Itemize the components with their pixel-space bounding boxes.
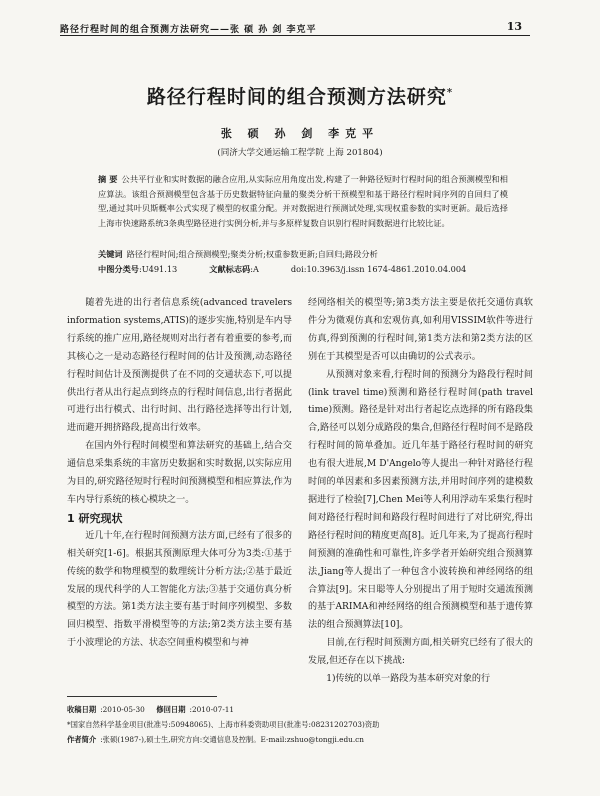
abstract-block [98, 172, 508, 231]
page-number: 13 [506, 20, 522, 33]
abstract-label: 摘 要 [98, 174, 118, 184]
body-paragraph: 随着先进的出行者信息系统(advanced travelers information systems,ATIS)的逐步实施,特别是车内导行系统的推广应用,路径规则对出行者有着重要的参考,而其核心之一是动态路径行程时间的估计及预测,动态路径行程时间估计及预测提供了在不同的交通状态下,可以提供出行者从出行起点到终点的行程时间信息,出行者据此可进行出行模式、出行时间、出行路径选择等出行计划,进而避开拥挤路段,提高出行效率。 [67, 298, 292, 434]
header-rule [60, 35, 530, 36]
clc-code: U491.13 [141, 264, 178, 274]
footnote-funding: *国家自然科学基金项目(批准号:50948065)、上海市科委资助项目(批准号:08231202703)资助 [67, 720, 380, 729]
doc-code: A [253, 264, 259, 274]
revised-date: 2010-07-11 [192, 705, 235, 714]
footnote-rule [67, 696, 217, 697]
title-footnote-marker: * [446, 87, 454, 99]
keywords-line [98, 249, 508, 260]
paper-title [0, 82, 600, 109]
abstract-text: 公共平行业和实时数据的融合应用,从实际应用角度出发,构建了一种路径短时行程时间的组合预测模型和相应算法。该组合预测模型包含基于历史数据特征向量的聚类分析干预模型和基于路径行程时间序列的自回归了模型,通过其叶贝斯概率公式实现了模型的权重分配。并对数据进行预测试处理,实现权重参数的实时更新。最后选择上海市快速路系统3条典型路径进行实例分析,并与多原样复数自识别行程时间数据进行比较比证。 [98, 174, 508, 229]
affiliation: (同济大学交通运输工程学院 上海 201804) [217, 148, 383, 158]
body-paragraph: 1)传统的以单一路段为基本研究对象的行 [326, 674, 491, 685]
footnotes [67, 702, 533, 747]
author-bio-label: 作者简介 [67, 735, 97, 744]
running-head: 路径行程时间的组合预测方法研究——张 硕 孙 剑 李克平 [60, 25, 317, 35]
author-list: 张 硕 孙 剑 李克平 [220, 127, 380, 140]
keywords-label: 关键词 [98, 249, 123, 259]
body-column-right [308, 295, 533, 689]
classification-line: 中图分类号:U491.13 文献标志码:A doi:10.3963/j.issn 1674-4861.2010.04.004 [98, 264, 467, 274]
footnote-author: 作者简介 :张硕(1987-),硕士生,研究方向:交通信息及控制。E-mail:zshuo@tongji.edu.cn [67, 735, 364, 744]
paper-title-text: 路径行程时间的组合预测方法研究 [146, 86, 447, 108]
author-bio: 张硕(1987-),硕士生,研究方向:交通信息及控制。E-mail:zshuo@tongji.edu.cn [102, 735, 364, 744]
received-date: 2010-05-30 [102, 705, 145, 714]
body-paragraph: 经网络相关的模型等;第3类方法主要是依托交通仿真软件分为微观仿真和宏观仿真,如利用VISSIM软件等进行仿真,得到预测的行程时间,第1类方法和第2类方法的区别在于其模型是否可以由确切的公式表示。 [308, 298, 533, 362]
body-column-left [67, 295, 292, 653]
footnote-dates: 收稿日期 :2010-05-30 修回日期 :2010-07-11 [67, 705, 235, 714]
section-heading: 1 研究现状 [67, 511, 123, 525]
doi: doi:10.3963/j.issn 1674-4861.2010.04.004 [290, 264, 467, 274]
body-paragraph: 从预测对象来看,行程时间的预测分为路段行程时间(link travel time)预测和路径行程时间(path travel time)预测。路径是针对出行者起讫点选择的所有路段集合,路径可以划分成路段的集合,但路径行程时间不是路段行程时间的简单叠加。近几年基于路径行程时间的研究也有很大进展,M D'Angelo等人提出一种针对路径行程时间的单因素和多因素预测方法,并用时间序列的建模数据进行了检验[7],Chen Mei等人利用浮动车采集行程时间对路径行程时间和路段行程时间进行了对比研究,得出路径行程时间的精度更高[8]。近几年来,为了提高行程时间预测的准确性和可靠性,许多学者开始研究组合预测算法,Jiang等人提出了一种包含小波转换和神经网络的组合算法[9]。宋日聪等人分别提出了用于短时交通流预测的基于ARIMA和神经网络的组合预测模型和基于遗传算法的组合预测算法[10]。 [308, 369, 533, 631]
received-label: 收稿日期 [67, 705, 97, 714]
body-paragraph: 目前,在行程时间预测方面,相关研究已经有了很大的发展,但还存在以下挑战: [308, 638, 533, 667]
clc-label: 中图分类号 [98, 264, 139, 274]
revised-label: 修回日期 [156, 705, 186, 714]
keywords-text: 路径行程时间;组合预测模型;聚类分析;权重参数更新;自回归;路段分析 [126, 249, 378, 259]
body-paragraph: 近几十年,在行程时间预测方法方面,已经有了很多的相关研究[1-6]。根据其预测原理大体可分为3类:①基于传统的数学和物理模型的数理统计分析方法;②基于最近发展的现代科学的人工智能化方法;③基于交通仿真分析模型的方法。第1类方法主要有基于时间序列模型、多数回归模型、指数平滑模型等的方法;第2类方法主要有基于小波理论的方法、状态空间重构模型和与神 [67, 530, 292, 649]
doc-code-label: 文献标志码 [209, 264, 251, 274]
body-paragraph: 在国内外行程时间模型和算法研究的基础上,结合交通信息采集系统的丰富历史数据和实时数据,以实际应用为目的,研究路径短时行程时间预测模型和相应算法,作为车内导行系统的核心模块之一。 [67, 441, 292, 505]
